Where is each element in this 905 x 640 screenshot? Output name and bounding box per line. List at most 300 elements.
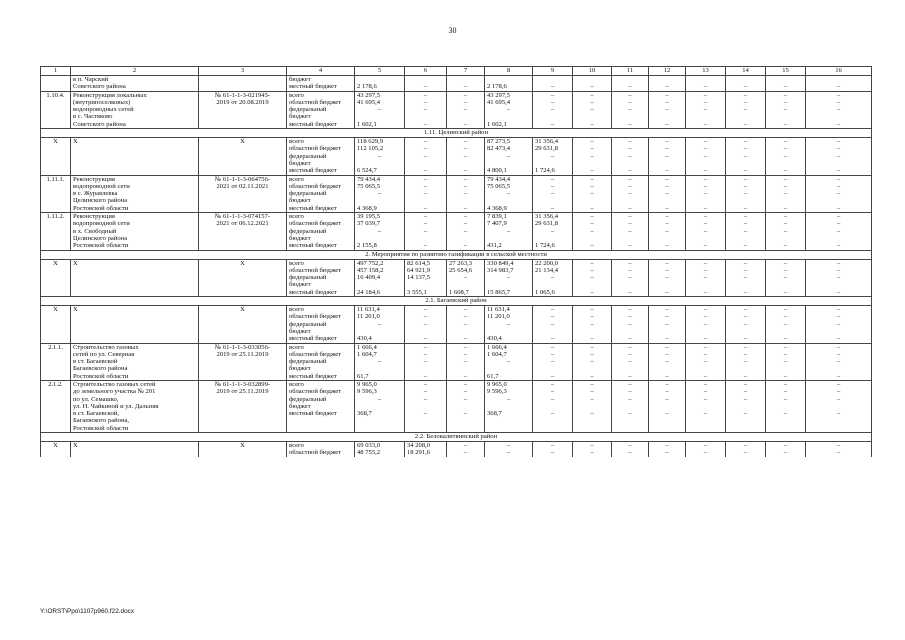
table-cell: – — [612, 388, 649, 395]
table-cell — [41, 220, 71, 227]
table-cell: – — [533, 274, 573, 281]
table-cell: – — [533, 99, 573, 106]
table-cell: – — [649, 449, 686, 456]
table-row — [41, 306, 872, 314]
table-cell — [199, 160, 287, 167]
table-row — [41, 175, 872, 183]
table-cell: – — [485, 396, 533, 403]
table-cell: – — [485, 321, 533, 328]
table-cell: – — [686, 183, 726, 190]
table-cell — [71, 153, 199, 160]
table-cell: 1 608,7 — [447, 289, 485, 297]
table-cell: – — [447, 145, 485, 152]
table-cell: – — [447, 153, 485, 160]
table-cell: № 61-1-1-3-021945- — [199, 91, 287, 99]
table-cell: 4 368,9 — [355, 205, 405, 213]
table-cell: – — [447, 99, 485, 106]
table-cell — [199, 358, 287, 365]
table-cell — [41, 197, 71, 204]
table-cell: – — [686, 121, 726, 129]
table-cell — [726, 365, 766, 372]
table-cell: 7 839,1 — [485, 213, 533, 221]
table-cell: – — [649, 99, 686, 106]
table-cell: Х — [199, 138, 287, 146]
table-cell — [405, 113, 447, 120]
table-cell: 11 631,4 — [355, 306, 405, 314]
header-cell: 13 — [686, 67, 726, 76]
table-cell: – — [806, 321, 872, 328]
table-cell — [649, 403, 686, 410]
table-cell: – — [405, 213, 447, 221]
table-cell — [447, 425, 485, 433]
table-cell: 75 065,5 — [355, 183, 405, 190]
table-row — [41, 321, 872, 328]
table-cell — [612, 113, 649, 120]
table-cell — [41, 313, 71, 320]
table-cell: – — [806, 242, 872, 250]
table-cell: – — [355, 321, 405, 328]
table-cell: – — [447, 138, 485, 146]
table-cell: – — [533, 121, 573, 129]
table-cell: – — [766, 99, 806, 106]
table-cell: – — [447, 335, 485, 343]
table-cell — [686, 417, 726, 424]
table-cell: – — [573, 351, 612, 358]
table-cell — [612, 281, 649, 288]
table-cell: 41 695,4 — [485, 99, 533, 106]
table-cell: 29 631,8 — [533, 145, 573, 152]
table-cell: до земельного участка № 201 — [71, 388, 199, 395]
table-cell: – — [573, 91, 612, 99]
table-cell: – — [806, 213, 872, 221]
table-cell: – — [726, 313, 766, 320]
table-cell: 1.11.1. — [41, 175, 71, 183]
table-cell: – — [766, 449, 806, 456]
table-cell: всего — [287, 138, 355, 146]
table-cell: 112 105,2 — [355, 145, 405, 152]
table-cell — [41, 183, 71, 190]
table-cell: – — [649, 121, 686, 129]
table-cell: – — [533, 358, 573, 365]
table-cell: – — [686, 145, 726, 152]
table-cell: бюджет — [287, 113, 355, 120]
table-cell: – — [533, 190, 573, 197]
table-cell: – — [355, 228, 405, 235]
table-cell: – — [766, 306, 806, 314]
table-cell — [612, 365, 649, 372]
table-cell: – — [573, 335, 612, 343]
table-cell: – — [447, 313, 485, 320]
table-cell: 1.10.4. — [41, 91, 71, 99]
table-cell: – — [533, 306, 573, 314]
table-cell: – — [686, 228, 726, 235]
table-row — [41, 442, 872, 450]
table-cell: всего — [287, 306, 355, 314]
table-row — [41, 417, 872, 424]
table-row — [41, 167, 872, 175]
table-cell: – — [649, 396, 686, 403]
table-cell: – — [649, 442, 686, 450]
table-cell: – — [806, 228, 872, 235]
table-cell: 15 865,7 — [485, 289, 533, 297]
table-cell: – — [447, 167, 485, 175]
table-row — [41, 235, 872, 242]
table-cell: – — [573, 388, 612, 395]
table-cell: – — [612, 145, 649, 152]
table-cell: – — [405, 91, 447, 99]
table-cell: областной бюджет — [287, 145, 355, 152]
table-cell — [41, 388, 71, 395]
table-cell: – — [766, 274, 806, 281]
table-cell: – — [686, 153, 726, 160]
table-cell — [726, 113, 766, 120]
table-cell: – — [612, 396, 649, 403]
table-cell — [199, 274, 287, 281]
table-cell — [533, 403, 573, 410]
table-cell — [649, 235, 686, 242]
table-cell: – — [405, 83, 447, 91]
table-cell — [405, 160, 447, 167]
table-cell: – — [686, 213, 726, 221]
table-cell: – — [726, 335, 766, 343]
table-cell — [533, 76, 573, 84]
table-cell: местный бюджет — [287, 83, 355, 91]
table-cell — [806, 113, 872, 120]
table-cell — [199, 321, 287, 328]
table-cell: (внутрипоселковых) — [71, 99, 199, 106]
table-cell: – — [806, 373, 872, 381]
table-cell: Строительство газовых — [71, 343, 199, 351]
table-row — [41, 328, 872, 335]
table-cell: всего — [287, 380, 355, 388]
section-header-row — [41, 297, 872, 306]
table-cell: – — [806, 449, 872, 456]
table-cell — [199, 267, 287, 274]
table-cell: – — [649, 335, 686, 343]
table-cell: – — [573, 396, 612, 403]
table-cell: 79 434,4 — [485, 175, 533, 183]
table-cell: 64 921,9 — [405, 267, 447, 274]
table-cell — [649, 160, 686, 167]
table-cell: – — [405, 205, 447, 213]
table-cell: – — [612, 380, 649, 388]
table-cell: – — [405, 145, 447, 152]
table-cell: 48 755,2 — [355, 449, 405, 456]
table-cell: – — [649, 380, 686, 388]
table-cell: 25 654,6 — [447, 267, 485, 274]
table-cell: – — [726, 183, 766, 190]
table-cell — [41, 410, 71, 417]
table-cell: – — [447, 228, 485, 235]
table-cell — [485, 417, 533, 424]
table-cell: 2021 от 06.12.2021 — [199, 220, 287, 227]
table-cell: – — [447, 388, 485, 395]
table-cell — [533, 160, 573, 167]
table-cell — [41, 106, 71, 113]
table-cell: Х — [71, 259, 199, 267]
table-cell: – — [726, 228, 766, 235]
table-cell — [649, 417, 686, 424]
table-cell: – — [686, 274, 726, 281]
header-cell: 7 — [447, 67, 485, 76]
table-cell: 18 291,6 — [405, 449, 447, 456]
table-cell: местный бюджет — [287, 335, 355, 343]
table-cell — [41, 228, 71, 235]
table-cell: – — [573, 306, 612, 314]
table-cell: – — [573, 138, 612, 146]
table-cell — [766, 365, 806, 372]
table-cell — [41, 328, 71, 335]
table-cell: – — [573, 313, 612, 320]
table-cell — [355, 281, 405, 288]
table-cell: – — [533, 183, 573, 190]
table-cell — [573, 235, 612, 242]
table-cell: – — [766, 121, 806, 129]
table-cell — [533, 281, 573, 288]
table-cell — [199, 76, 287, 84]
table-cell: 9 965,0 — [485, 380, 533, 388]
table-cell — [405, 417, 447, 424]
table-cell — [199, 373, 287, 381]
table-cell: – — [766, 138, 806, 146]
table-row — [41, 351, 872, 358]
table-cell: – — [726, 205, 766, 213]
table-cell — [533, 113, 573, 120]
table-cell — [447, 328, 485, 335]
table-row — [41, 121, 872, 129]
table-cell — [41, 235, 71, 242]
table-cell: – — [686, 91, 726, 99]
table-cell: ул. Н. Чайкиной и ул. Дальняя — [71, 403, 199, 410]
table-cell: – — [726, 343, 766, 351]
table-cell — [199, 281, 287, 288]
table-cell — [355, 235, 405, 242]
table-cell: – — [533, 335, 573, 343]
table-cell — [71, 167, 199, 175]
table-row — [41, 267, 872, 274]
table-row — [41, 205, 872, 213]
table-cell — [41, 449, 71, 456]
table-cell: 16 409,4 — [355, 274, 405, 281]
table-cell — [485, 365, 533, 372]
table-cell: – — [726, 145, 766, 152]
table-cell: местный бюджет — [287, 289, 355, 297]
table-cell: 2.1.2. — [41, 380, 71, 388]
header-cell: 10 — [573, 67, 612, 76]
table-cell: Х — [71, 138, 199, 146]
table-row — [41, 373, 872, 381]
table-cell: – — [686, 313, 726, 320]
header-cell: 8 — [485, 67, 533, 76]
table-row — [41, 358, 872, 365]
table-cell: – — [806, 396, 872, 403]
table-cell — [199, 365, 287, 372]
table-cell: – — [726, 388, 766, 395]
table-cell — [806, 235, 872, 242]
table-cell: – — [726, 220, 766, 227]
table-cell: Ростовской области — [71, 242, 199, 250]
table-cell: 2021 от 02.11.2021 — [199, 183, 287, 190]
table-cell: – — [766, 213, 806, 221]
table-cell: – — [766, 410, 806, 417]
table-cell: – — [649, 213, 686, 221]
table-cell: – — [612, 167, 649, 175]
table-cell: областной бюджет — [287, 99, 355, 106]
table-cell — [355, 76, 405, 84]
table-cell: – — [686, 306, 726, 314]
table-cell: 1 604,7 — [485, 351, 533, 358]
table-row — [41, 183, 872, 190]
table-cell: – — [686, 267, 726, 274]
table-cell — [405, 197, 447, 204]
table-cell: – — [485, 153, 533, 160]
table-cell — [649, 76, 686, 84]
table-cell — [686, 403, 726, 410]
table-cell: 431,2 — [485, 242, 533, 250]
table-cell: – — [612, 306, 649, 314]
table-cell — [199, 167, 287, 175]
table-cell — [766, 281, 806, 288]
table-cell: – — [726, 289, 766, 297]
table-cell: – — [533, 228, 573, 235]
header-cell: 9 — [533, 67, 573, 76]
table-cell: Х — [41, 306, 71, 314]
table-row — [41, 289, 872, 297]
table-cell: – — [766, 242, 806, 250]
table-cell: – — [447, 321, 485, 328]
table-cell: – — [405, 306, 447, 314]
table-cell — [41, 145, 71, 152]
table-cell: – — [726, 351, 766, 358]
table-cell: – — [686, 99, 726, 106]
table-cell: – — [612, 358, 649, 365]
table-cell — [649, 113, 686, 120]
table-cell: – — [612, 373, 649, 381]
table-cell — [41, 121, 71, 129]
table-cell: 368,7 — [485, 410, 533, 417]
table-cell — [612, 160, 649, 167]
table-row — [41, 388, 872, 395]
table-cell: – — [649, 91, 686, 99]
table-cell: сетей по ул. Северная — [71, 351, 199, 358]
table-cell: – — [649, 190, 686, 197]
table-cell — [573, 76, 612, 84]
table-cell: – — [766, 321, 806, 328]
table-cell: – — [573, 106, 612, 113]
table-cell: – — [612, 313, 649, 320]
table-cell: 2 155,8 — [355, 242, 405, 250]
table-cell — [726, 403, 766, 410]
table-row — [41, 153, 872, 160]
header-cell: 5 — [355, 67, 405, 76]
table-cell — [766, 328, 806, 335]
table-cell: – — [573, 228, 612, 235]
table-cell: – — [405, 175, 447, 183]
table-cell: 7 407,9 — [485, 220, 533, 227]
header-cell: 4 — [287, 67, 355, 76]
table-cell: областной бюджет — [287, 267, 355, 274]
table-cell: 2 178,6 — [355, 83, 405, 91]
table-cell: Целинского района — [71, 197, 199, 204]
table-row — [41, 228, 872, 235]
table-cell: – — [355, 106, 405, 113]
table-row — [41, 106, 872, 113]
table-cell — [447, 403, 485, 410]
table-cell: – — [573, 274, 612, 281]
table-cell: – — [612, 83, 649, 91]
table-cell: в ст. Багаевской, — [71, 410, 199, 417]
table-cell: 31 356,4 — [533, 213, 573, 221]
table-cell: – — [573, 343, 612, 351]
table-cell: бюджет — [287, 328, 355, 335]
table-cell: – — [766, 267, 806, 274]
table-cell: – — [612, 335, 649, 343]
table-cell — [485, 425, 533, 433]
table-cell: – — [405, 138, 447, 146]
table-cell: водопроводной сети — [71, 220, 199, 227]
table-cell: Багаевского района, — [71, 417, 199, 424]
table-cell: – — [766, 358, 806, 365]
table-cell: – — [686, 289, 726, 297]
table-cell: – — [405, 99, 447, 106]
table-cell: – — [485, 449, 533, 456]
table-cell: бюджет — [287, 235, 355, 242]
table-row — [41, 145, 872, 152]
table-cell: – — [726, 259, 766, 267]
table-cell: областной бюджет — [287, 313, 355, 320]
table-cell: – — [447, 410, 485, 417]
table-cell — [71, 321, 199, 328]
table-cell — [199, 190, 287, 197]
table-cell: – — [649, 358, 686, 365]
table-cell — [766, 425, 806, 433]
table-cell: – — [726, 121, 766, 129]
table-cell: – — [612, 321, 649, 328]
table-cell: 75 065,5 — [485, 183, 533, 190]
table-cell: – — [649, 274, 686, 281]
table-cell: 14 137,5 — [405, 274, 447, 281]
table-cell: – — [405, 343, 447, 351]
table-cell: областной бюджет — [287, 449, 355, 456]
table-cell: – — [612, 410, 649, 417]
table-cell: 430,4 — [355, 335, 405, 343]
table-cell — [686, 113, 726, 120]
table-cell: – — [726, 83, 766, 91]
table-cell: – — [726, 442, 766, 450]
table-cell — [199, 417, 287, 424]
table-cell: – — [686, 190, 726, 197]
table-cell: – — [612, 220, 649, 227]
header-cell: 1 — [41, 67, 71, 76]
table-cell: 87 273,5 — [485, 138, 533, 146]
table-cell: – — [405, 242, 447, 250]
table-cell — [806, 417, 872, 424]
table-cell: – — [612, 289, 649, 297]
table-cell — [806, 160, 872, 167]
table-cell — [686, 281, 726, 288]
table-cell — [806, 403, 872, 410]
table-cell: 1 724,6 — [533, 167, 573, 175]
table-cell: всего — [287, 213, 355, 221]
table-cell: – — [806, 99, 872, 106]
table-cell: – — [686, 373, 726, 381]
table-cell: Реконструкция локальных — [71, 91, 199, 99]
table-cell: – — [649, 228, 686, 235]
table-cell: Х — [199, 306, 287, 314]
table-row — [41, 259, 872, 267]
table-cell: 11 201,0 — [355, 313, 405, 320]
table-cell — [612, 197, 649, 204]
